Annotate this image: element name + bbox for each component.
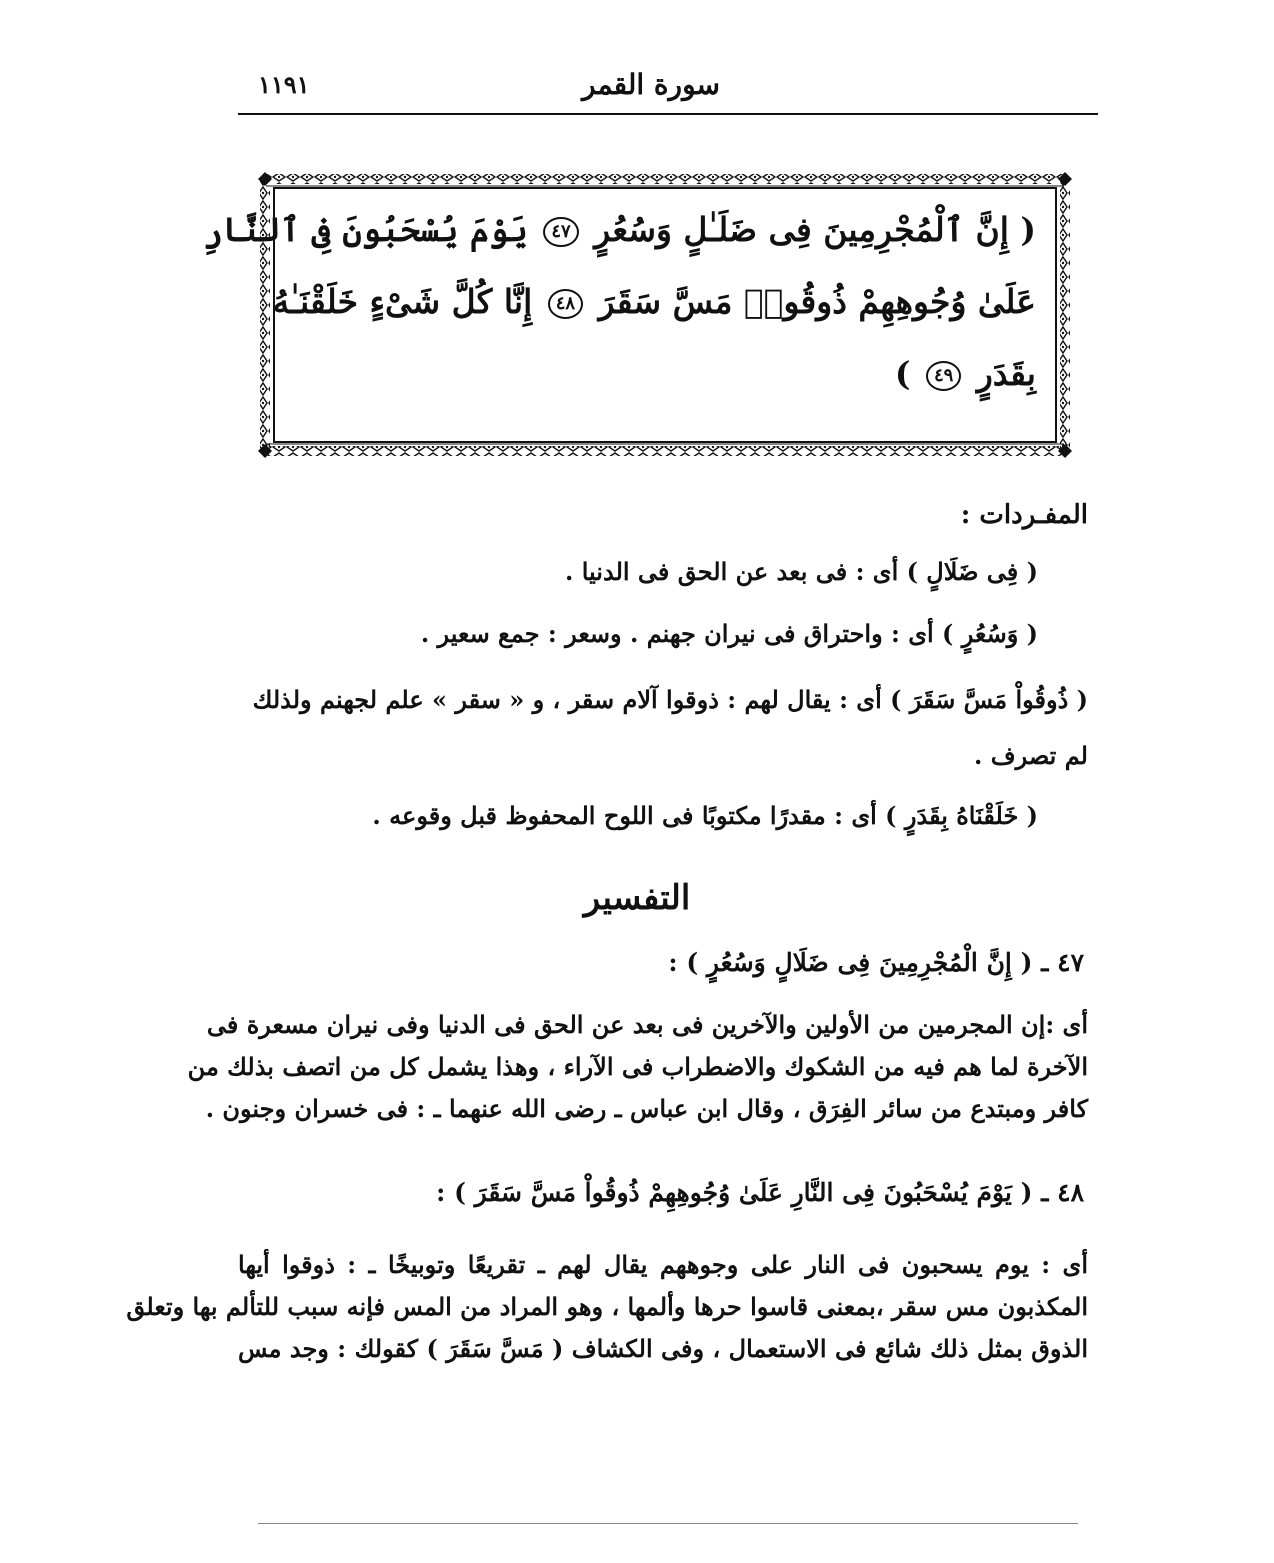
paragraph-line: أى : يوم يسحبون فى النار على وجوههم يقال لهم ـ تقريعًا وتوبيخًا ـ : ذوقوا أيها	[238, 1250, 1088, 1279]
verse-frame	[203, 172, 1072, 458]
verse-text	[203, 194, 1036, 410]
page-number: ١١٩١	[258, 70, 310, 99]
ayah-number-48: ٤٨	[548, 289, 583, 319]
paragraph-line: كافر ومبتدع من سائر الفِرَق ، وقال ابن عباس ـ رضى الله عنهما ـ : فى خسران وجنون .	[205, 1094, 1088, 1123]
ayah-number-47: ٤٧	[543, 217, 578, 247]
verse-48-reference: ٤٨ ـ ( يَوْمَ يُسْحَبُونَ فِى النَّارِ عَلَىٰ وُجُوهِهِمْ ذُوقُواْ مَسَّ سَقَرَ ) :	[436, 1178, 1084, 1207]
vocab-item-4: ( خَلَقْنَاهُ بِقَدَرٍ ) أى : مقدرًا مكتوبًا فى اللوح المحفوظ قبل وقوعه .	[372, 801, 1038, 830]
paragraph-line: الآخرة لما هم فيه من الشكوك والاضطراب فى الآراء ، وهذا يشمل كل من اتصف بذلك من	[187, 1052, 1088, 1081]
vocab-item-1: ( فِى ضَلَالٍ ) أى : فى بعد عن الحق فى الدنيا .	[565, 557, 1038, 586]
page-header	[238, 62, 1098, 112]
surah-title: سورة القمر	[582, 68, 720, 101]
paragraph-line: أى :إن المجرمين من الأولين والآخرين فى بعد عن الحق فى الدنيا وفى نيران مسعرة فى	[206, 1010, 1088, 1039]
verse-line-2: عَلَىٰ وُجُوهِهِمْ ذُوقُوا۟ مَسَّ سَقَرَ ٤٨ إِنَّا كُلَّ شَىْءٍ خَلَقْنَـٰهُ	[272, 282, 1036, 321]
vocab-item-2: ( وَسُعُرٍ ) أى : واحتراق فى نيران جهنم . وسعر : جمع سعير .	[420, 619, 1038, 648]
ayah-number-49: ٤٩	[926, 361, 961, 391]
verse-line-3: بِقَدَرٍ ٤٩ )	[894, 354, 1036, 393]
tafsir-paragraph-47	[187, 1004, 1088, 1130]
paragraph-line: الذوق بمثل ذلك شائع فى الاستعمال ، وفى الكشاف ( مَسَّ سَقَرَ ) كقولك : وجد مس	[238, 1334, 1088, 1363]
vocab-heading: المفـردات :	[960, 500, 1088, 530]
tafsir-paragraph-48	[126, 1244, 1088, 1370]
paragraph-line: المكذبون مس سقر ،بمعنى قاسوا حرها وألمها ، وهو المراد من المس فإنه سبب للتألم بها وتعلق	[126, 1292, 1088, 1321]
header-rule	[238, 113, 1098, 115]
verse-47-reference: ٤٧ ـ ( إِنَّ الْمُجْرِمِينَ فِى ضَلَالٍ وَسُعُرٍ ) :	[668, 948, 1084, 977]
bottom-rule	[258, 1523, 1078, 1524]
vocab-item-3: ( ذُوقُواْ مَسَّ سَقَرَ ) أى : يقال لهم : ذوقوا آلام سقر ، و « سقر » علم لجهنم ولذلك	[252, 685, 1088, 714]
tafsir-heading: التفسير	[583, 878, 691, 918]
verse-line-1: ( إِنَّ ٱلْمُجْرِمِينَ فِى ضَلَـٰلٍ وَسُعُرٍ ٤٧ يَوْمَ يُسْحَبُونَ فِى ٱلنَّارِ	[203, 210, 1036, 249]
vocab-item-3-cont: لم تصرف .	[974, 741, 1088, 770]
